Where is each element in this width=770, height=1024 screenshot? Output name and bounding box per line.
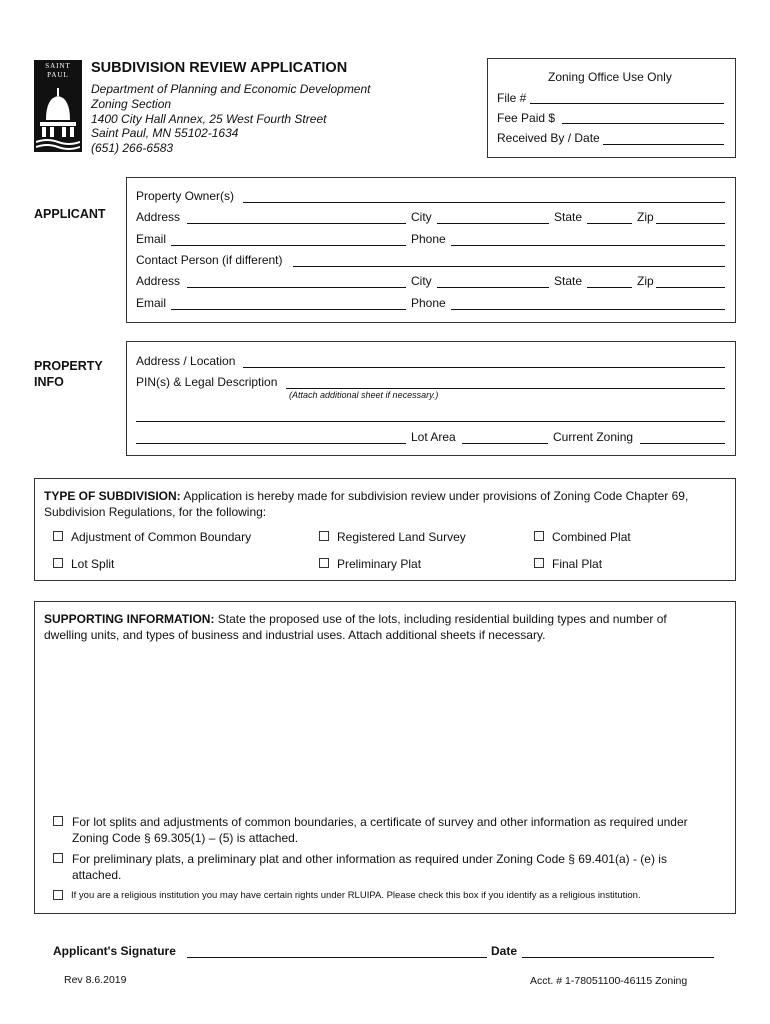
current-zoning-label: Current Zoning: [553, 430, 634, 444]
property-heading-info: INFO: [34, 375, 64, 389]
final-plat-checkbox[interactable]: [534, 558, 544, 568]
contact-city-label: City: [411, 274, 432, 288]
supporting-intro-line2: dwelling units, and types of business and industrial uses. Attach additional sheets if necessary.: [44, 628, 546, 642]
preliminary-plat-label: Preliminary Plat: [337, 557, 422, 571]
legal-description-line3[interactable]: [136, 443, 406, 444]
lot-area-field[interactable]: [462, 443, 548, 444]
zip-field[interactable]: [656, 223, 725, 224]
lot-split-label: Lot Split: [71, 557, 115, 571]
contact-city-field[interactable]: [437, 287, 549, 288]
contact-email-label: Email: [136, 296, 167, 310]
rluipa-checkbox[interactable]: [53, 890, 63, 900]
supporting-heading: SUPPORTING INFORMATION:: [44, 612, 215, 626]
preliminary-plat-attached-checkbox[interactable]: [53, 853, 63, 863]
email-label: Email: [136, 232, 167, 246]
phone-label: Phone: [411, 232, 446, 246]
property-owner-field[interactable]: [243, 202, 725, 203]
street-address: 1400 City Hall Annex, 25 West Fourth Street: [91, 112, 327, 126]
fee-paid-field[interactable]: [562, 123, 724, 124]
city-field[interactable]: [437, 223, 549, 224]
combined-plat-label: Combined Plat: [552, 530, 631, 544]
address-field[interactable]: [187, 223, 406, 224]
final-plat-label: Final Plat: [552, 557, 603, 571]
rluipa-text: If you are a religious institution you may have certain rights under RLUIPA. Please check this box if you identify as a religious institution.: [71, 890, 641, 901]
adjustment-common-boundary-label: Adjustment of Common Boundary: [71, 530, 252, 544]
received-by-label: Received By / Date: [497, 131, 600, 145]
section-name: Zoning Section: [91, 97, 172, 111]
address-location-field[interactable]: [243, 367, 725, 368]
applicant-heading: APPLICANT: [34, 207, 106, 221]
city-label: City: [411, 210, 432, 224]
office-use-title: Zoning Office Use Only: [548, 70, 672, 84]
pin-legal-label: PIN(s) & Legal Description: [136, 375, 278, 389]
applicant-signature-label: Applicant's Signature: [53, 944, 176, 958]
contact-zip-label: Zip: [637, 274, 654, 288]
received-by-field[interactable]: [603, 144, 724, 145]
city-state-zip: Saint Paul, MN 55102-1634: [91, 126, 239, 140]
contact-phone-field[interactable]: [451, 309, 725, 310]
city-seal-logo: [34, 60, 82, 152]
contact-person-label: Contact Person (if different): [136, 253, 283, 267]
subdivision-heading: TYPE OF SUBDIVISION:: [44, 489, 181, 503]
preliminary-plat-checkbox[interactable]: [319, 558, 329, 568]
state-field[interactable]: [587, 223, 632, 224]
page-title: SUBDIVISION REVIEW APPLICATION: [91, 60, 348, 76]
fee-paid-label: Fee Paid $: [497, 111, 556, 125]
revision-date: Rev 8.6.2019: [64, 974, 127, 986]
state-label: State: [554, 210, 583, 224]
contact-address-label: Address: [136, 274, 181, 288]
logo-text-paul: PAUL: [47, 71, 69, 79]
legal-description-line2[interactable]: [136, 421, 725, 422]
lot-area-label: Lot Area: [411, 430, 456, 444]
survey-certificate-text-line1: For lot splits and adjustments of common boundaries, a certificate of survey and other information as required under: [72, 815, 688, 829]
subdivision-intro-line1: [44, 489, 688, 503]
capitol-dome-icon: [36, 82, 80, 150]
supporting-text: State the proposed use of the lots, including residential building types and number of: [214, 612, 667, 626]
preliminary-plat-attached-text-line2: attached.: [72, 868, 122, 882]
supporting-info-area[interactable]: [44, 648, 724, 808]
logo-text-saint: SAINT: [45, 62, 71, 70]
survey-certificate-text-line2: Zoning Code § 69.305(1) – (5) is attached.: [72, 831, 299, 845]
attach-note: (Attach additional sheet if necessary.): [289, 390, 439, 400]
contact-state-field[interactable]: [587, 287, 632, 288]
file-number-label: File #: [497, 91, 527, 105]
preliminary-plat-attached-text-line1: For preliminary plats, a preliminary plat and other information as required under Zoning Code § 69.401(a) - (e) is: [72, 852, 667, 866]
contact-address-field[interactable]: [187, 287, 406, 288]
zip-label: Zip: [637, 210, 654, 224]
address-location-label: Address / Location: [136, 354, 236, 368]
combined-plat-checkbox[interactable]: [534, 531, 544, 541]
contact-email-field[interactable]: [171, 309, 406, 310]
contact-phone-label: Phone: [411, 296, 446, 310]
phone-number: (651) 266-6583: [91, 141, 174, 155]
adjustment-common-boundary-checkbox[interactable]: [53, 531, 63, 541]
pin-legal-field[interactable]: [286, 388, 725, 389]
address-label: Address: [136, 210, 181, 224]
current-zoning-field[interactable]: [640, 443, 725, 444]
signature-date-field[interactable]: [522, 957, 714, 958]
property-owner-label: Property Owner(s): [136, 189, 235, 203]
lot-split-checkbox[interactable]: [53, 558, 63, 568]
signature-date-label: Date: [491, 944, 518, 958]
applicant-signature-field[interactable]: [187, 957, 487, 958]
registered-land-survey-checkbox[interactable]: [319, 531, 329, 541]
contact-person-field[interactable]: [293, 266, 725, 267]
supporting-intro-line1: [44, 612, 667, 626]
survey-certificate-checkbox[interactable]: [53, 816, 63, 826]
dept-name: Department of Planning and Economic Development: [91, 82, 371, 96]
email-field[interactable]: [171, 245, 406, 246]
contact-zip-field[interactable]: [656, 287, 725, 288]
account-number: Acct. # 1-78051100-46115 Zoning: [530, 975, 688, 987]
phone-field[interactable]: [451, 245, 725, 246]
contact-state-label: State: [554, 274, 583, 288]
file-number-field[interactable]: [530, 103, 724, 104]
subdivision-text: Application is hereby made for subdivision review under provisions of Zoning Code Chapter 69,: [180, 489, 689, 503]
subdivision-intro-line2: Subdivision Regulations, for the following:: [44, 505, 267, 519]
property-heading: PROPERTY: [34, 359, 103, 373]
registered-land-survey-label: Registered Land Survey: [337, 530, 466, 544]
